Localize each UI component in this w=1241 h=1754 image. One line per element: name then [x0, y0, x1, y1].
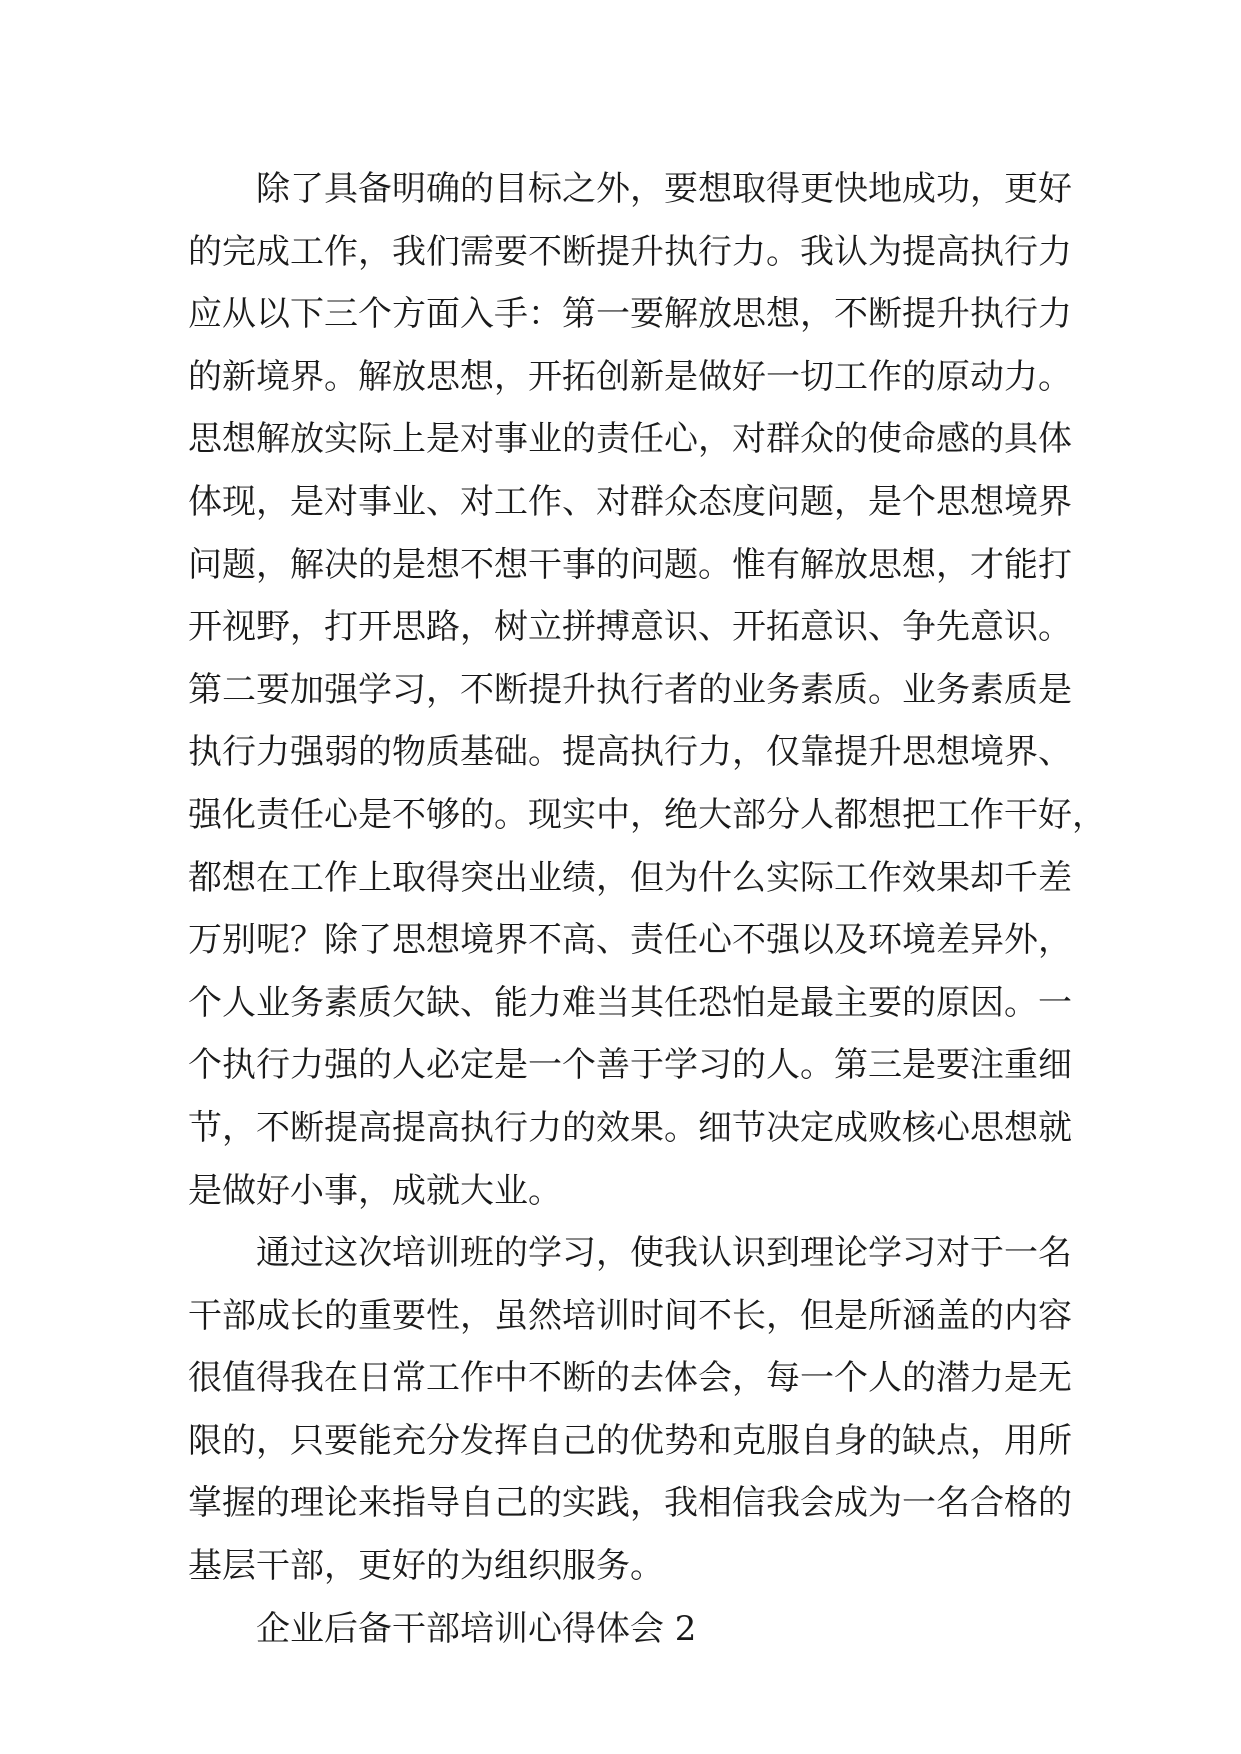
text-line: 掌握的理论来指导自己的实践，我相信我会成为一名合格的 — [188, 1483, 1072, 1524]
text-line: 节，不断提高提高执行力的效果。细节决定成败核心思想就 — [188, 1107, 1072, 1148]
text-line: 个人业务素质欠缺、能力难当其任恐怕是最主要的原因。一 — [188, 982, 1072, 1023]
text-line: 开视野，打开思路，树立拼搏意识、开拓意识、争先意识。 — [188, 607, 1072, 648]
text-line: 个执行力强的人必定是一个善于学习的人。第三是要注重细 — [188, 1045, 1072, 1086]
text-line: 干部成长的重要性，虽然培训时间不长，但是所涵盖的内容 — [188, 1295, 1072, 1336]
text-line: 除了具备明确的目标之外，要想取得更快地成功，更好 — [256, 169, 1072, 209]
section-heading: 企业后备干部培训心得体会 2 — [256, 1608, 697, 1649]
text-line: 执行力强弱的物质基础。提高执行力，仅靠提升思想境界、 — [188, 732, 1072, 773]
text-line: 问题，解决的是想不想干事的问题。惟有解放思想，才能打 — [188, 544, 1072, 585]
paragraph-training-reflection — [188, 1222, 1072, 1598]
text-line: 思想解放实际上是对事业的责任心，对群众的使命感的具体 — [188, 419, 1072, 460]
text-line: 第二要加强学习，不断提升执行者的业务素质。业务素质是 — [188, 669, 1072, 710]
paragraph-execution-ability — [188, 158, 1106, 1222]
text-line: 基层干部，更好的为组织服务。 — [188, 1546, 664, 1587]
text-line: 强化责任心是不够的。现实中，绝大部分人都想把工作干好， — [188, 794, 1106, 835]
text-line: 的完成工作，我们需要不断提升执行力。我认为提高执行力 — [188, 231, 1072, 272]
text-line: 的新境界。解放思想，开拓创新是做好一切工作的原动力。 — [188, 356, 1072, 397]
text-line: 通过这次培训班的学习，使我认识到理论学习对于一名 — [256, 1233, 1072, 1274]
text-line: 都想在工作上取得突出业绩，但为什么实际工作效果却千差 — [188, 857, 1072, 898]
text-line: 体现，是对事业、对工作、对群众态度问题，是个思想境界 — [188, 481, 1072, 522]
text-line: 限的，只要能充分发挥自己的优势和克服自身的缺点，用所 — [188, 1420, 1072, 1461]
text-line: 很值得我在日常工作中不断的去体会，每一个人的潜力是无 — [188, 1358, 1072, 1399]
text-line: 万别呢？除了思想境界不高、责任心不强以及环境差异外， — [188, 920, 1072, 961]
document-body — [188, 158, 1106, 1660]
text-line: 应从以下三个方面入手：第一要解放思想，不断提升执行力 — [188, 294, 1072, 335]
text-line: 是做好小事，成就大业。 — [188, 1170, 562, 1211]
